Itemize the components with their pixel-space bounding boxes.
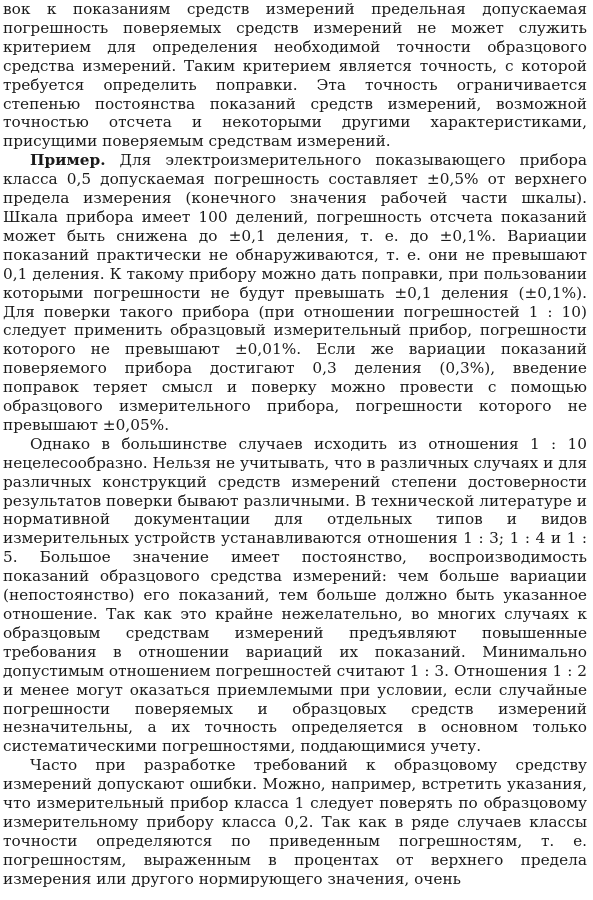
paragraph-continuation (3, 0, 587, 151)
example-run-in-heading: Пример. (30, 151, 106, 170)
paragraph-text: вок к показаниям средств измерений предельная допускаемая погрешность поверяемых средств измерений не может служить критерием для определения необходимой точности образцового средства измерений. Таким критерием является точность, с которой требуется определить поправки. Эта точность ограничивается степенью постоянства показаний средств измерений, возможной точностью отсчета и некоторыми другими характеристиками, присущими поверяемым средствам измерений. (3, 0, 587, 151)
paragraph-example (3, 151, 587, 435)
paragraph-ratio-discussion (3, 435, 587, 756)
paragraph-text: Однако в большинстве случаев исходить из отношения 1 : 10 нецелесообразно. Нельзя не учитывать, что в различных случаях и для различных конструкций средств измерений степени достоверности результатов поверки бывают различными. В технической литературе и нормативной документации для отдельных типов и видов измерительных устройств устанавливаются отношения 1 : 3; 1 : 4 и 1 : 5. Большое значение имеет постоянство, воспроизводимость показаний образцового средства измерений: чем больше вариации (непостоянство) его показаний, тем больше должно быть указанное отношение. Так как это крайне нежелательно, во многих случаях к образцовым средствам измерений предъявляют повышенные требования в отношении вариаций их показаний. Минимально допустимым отношением погрешностей считают 1 : 3. Отношения 1 : 2 и менее могут оказаться приемлемыми при условии, если случайные погрешности поверяемых и образцовых средств измерений незначительны, а их точность определяется в основном только систематическими погрешностями, поддающимися учету. (3, 434, 587, 756)
paragraph-text: Часто при разработке требований к образцовому средству измерений допускают ошибки. Можно, например, встретить указания, что измерительный прибор класса 1 следует поверять по образцовому измерительному прибору класса 0,2. Так как в ряде случаев классы точности определяются по приведенным погрешностям, т. е. погрешностям, выраженным в процентах от верхнего предела измерения или другого нормирующего значения, очень (3, 756, 587, 888)
paragraph-text: Для электроизмерительного показывающего прибора класса 0,5 допускаемая погрешность составляет ±0,5% от верхнего предела измерения (конечного значения рабочей части шкалы). Шкала прибора имеет 100 делений, погрешность отсчета показаний может быть снижена до ±0,1 деления, т. е. до ±0,1%. Вариации показаний практически не обнаруживаются, т. е. они не превышают 0,1 деления. К такому прибору можно дать поправки, при пользовании которыми погрешности не будут превышать ±0,1 деления (±0,1%). Для поверки такого прибора (при отношении погрешностей 1 : 10) следует применить образцовый измерительный прибор, погрешности которого не превышают ±0,01%. Если же вариации показаний поверяемого прибора достигают 0,3 деления (0,3%), введение поправок теряет смысл и поверку можно провести с помощью образцового измерительного прибора, погрешности которого не превышают ±0,05%. (3, 151, 587, 434)
paragraph-common-errors (3, 756, 587, 888)
